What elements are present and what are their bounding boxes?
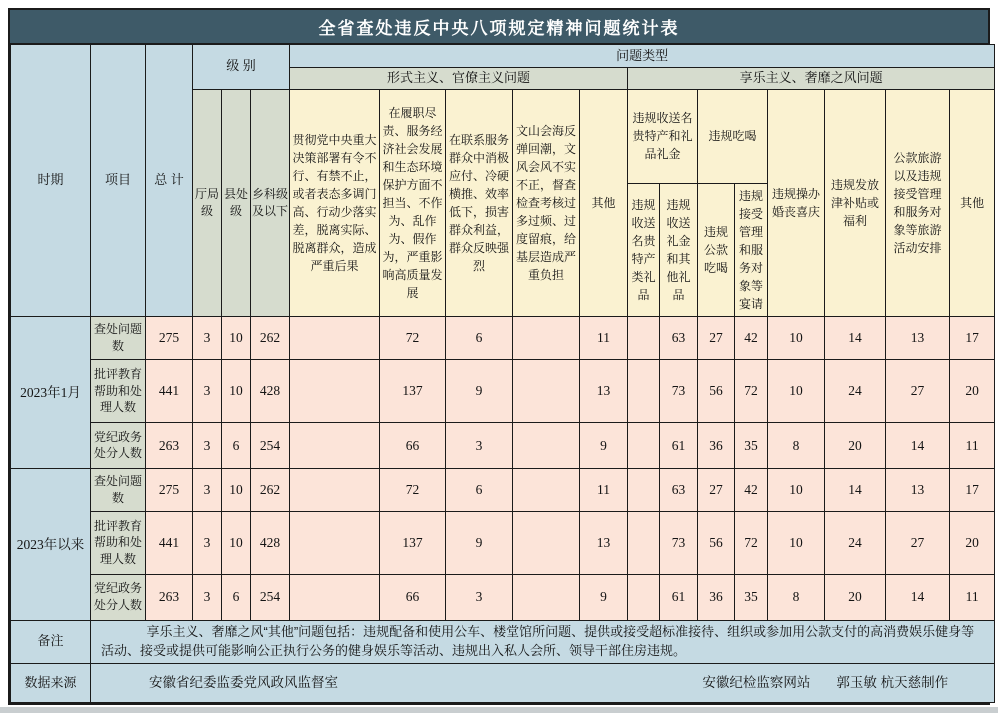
page-bottom-strip	[0, 707, 998, 713]
data-cell: 10	[222, 468, 251, 511]
data-cell: 35	[735, 574, 768, 620]
data-cell: 9	[580, 574, 628, 620]
data-cell	[628, 511, 660, 574]
data-cell: 13	[580, 359, 628, 422]
data-cell: 428	[251, 511, 290, 574]
header-formalism-col-other: 其他	[580, 89, 628, 316]
data-cell: 3	[193, 359, 222, 422]
data-cell: 6	[222, 574, 251, 620]
item-label: 党纪政务处分人数	[91, 423, 146, 469]
data-cell: 11	[950, 574, 995, 620]
data-cell	[628, 574, 660, 620]
data-cell: 13	[886, 468, 950, 511]
data-cell: 8	[768, 423, 825, 469]
data-cell: 14	[886, 574, 950, 620]
data-cell	[628, 359, 660, 422]
data-cell: 3	[446, 423, 513, 469]
data-cell	[513, 317, 580, 360]
data-cell: 27	[698, 317, 735, 360]
data-cell: 61	[660, 423, 698, 469]
data-cell: 63	[660, 468, 698, 511]
data-cell	[290, 423, 380, 469]
data-cell: 3	[446, 574, 513, 620]
data-cell: 9	[446, 359, 513, 422]
data-cell: 263	[146, 423, 193, 469]
header-problem-type: 问题类型	[290, 45, 995, 68]
data-cell: 73	[660, 511, 698, 574]
data-cell: 254	[251, 574, 290, 620]
source-org: 安徽省纪委监委党风政风监督室	[149, 675, 338, 691]
header-formalism-col-3: 在联系服务群众中消极应付、冷硬横推、效率低下，损害群众利益，群众反映强烈	[446, 89, 513, 316]
header-formalism-col-4: 文山会海反弹回潮，文风会风不实不正，督查检查考核过多过频、过度留痕，给基层造成严重负担	[513, 89, 580, 316]
data-cell	[290, 468, 380, 511]
header-hedonism-other: 其他	[950, 89, 995, 316]
remark-label: 备注	[11, 620, 91, 664]
data-cell	[513, 423, 580, 469]
data-cell: 3	[193, 423, 222, 469]
data-cell: 13	[580, 511, 628, 574]
data-cell: 72	[380, 317, 446, 360]
header-item: 项目	[91, 45, 146, 317]
data-cell: 10	[768, 468, 825, 511]
statistics-table	[10, 44, 995, 703]
header-level-county: 县处级	[222, 89, 251, 316]
data-cell: 10	[222, 511, 251, 574]
header-gift-specialty: 违规收送名贵特产类礼品	[628, 183, 660, 316]
header-gift-money: 违规收送礼金和其他礼品	[660, 183, 698, 316]
item-label: 查处问题数	[91, 468, 146, 511]
data-cell: 27	[886, 359, 950, 422]
header-total: 总 计	[146, 45, 193, 317]
period-cell: 2023年以来	[11, 468, 91, 620]
data-cell: 63	[660, 317, 698, 360]
source-label: 数据来源	[11, 664, 91, 703]
data-cell	[513, 359, 580, 422]
data-cell: 9	[446, 511, 513, 574]
data-cell: 10	[768, 317, 825, 360]
data-cell: 14	[825, 468, 886, 511]
data-cell	[513, 574, 580, 620]
data-cell: 42	[735, 468, 768, 511]
data-cell: 36	[698, 574, 735, 620]
data-cell: 275	[146, 317, 193, 360]
header-period: 时期	[11, 45, 91, 317]
data-cell: 11	[950, 423, 995, 469]
data-cell: 24	[825, 359, 886, 422]
header-formalism-col-1: 贯彻党中央重大决策部署有令不行、有禁不止，或者表态多调门高、行动少落实差，脱离实际、脱离群众，造成严重后果	[290, 89, 380, 316]
table-title: 全省查处违反中央八项规定精神问题统计表	[10, 10, 988, 44]
data-cell	[628, 468, 660, 511]
data-cell	[290, 511, 380, 574]
data-cell: 137	[380, 359, 446, 422]
data-cell: 13	[886, 317, 950, 360]
data-cell	[290, 317, 380, 360]
data-cell: 20	[825, 574, 886, 620]
data-cell	[290, 359, 380, 422]
data-cell: 72	[735, 511, 768, 574]
header-wedding-funeral: 违规操办婚丧喜庆	[768, 89, 825, 316]
data-cell: 10	[768, 511, 825, 574]
source-content	[91, 664, 995, 703]
data-cell: 17	[950, 317, 995, 360]
header-dining-group: 违规吃喝	[698, 89, 768, 183]
data-cell: 73	[660, 359, 698, 422]
data-cell	[513, 511, 580, 574]
data-cell: 56	[698, 359, 735, 422]
source-site: 安徽纪检监察网站	[702, 675, 811, 691]
data-cell: 14	[825, 317, 886, 360]
data-cell	[628, 317, 660, 360]
header-dining-public-funds: 违规公款吃喝	[698, 183, 735, 316]
data-cell: 254	[251, 423, 290, 469]
data-cell: 10	[768, 359, 825, 422]
data-cell: 10	[222, 359, 251, 422]
statistics-table-frame	[8, 8, 990, 705]
data-cell: 275	[146, 468, 193, 511]
data-cell: 20	[950, 359, 995, 422]
data-cell: 428	[251, 359, 290, 422]
item-label: 查处问题数	[91, 317, 146, 360]
data-cell: 3	[193, 574, 222, 620]
data-cell: 262	[251, 317, 290, 360]
data-cell: 24	[825, 511, 886, 574]
data-cell: 11	[580, 468, 628, 511]
data-cell: 9	[580, 423, 628, 469]
data-cell: 27	[886, 511, 950, 574]
item-label: 批评教育帮助和处理人数	[91, 359, 146, 422]
data-cell: 72	[735, 359, 768, 422]
data-cell: 72	[380, 468, 446, 511]
remark-text: 享乐主义、奢靡之风“其他”问题包括：违规配备和使用公车、楼堂馆所问题、提供或接受超标准接待、组织或参加用公款支付的高消费娱乐健身等活动、接受或提供可能影响公正执行公务的健身娱乐等活动、违规出入私人会所、领导干部住房违规。	[101, 624, 975, 658]
header-level-township: 乡科级及以下	[251, 89, 290, 316]
data-cell: 36	[698, 423, 735, 469]
data-cell: 441	[146, 511, 193, 574]
header-allowances: 违规发放津补贴或福利	[825, 89, 886, 316]
data-cell: 11	[580, 317, 628, 360]
data-cell: 10	[222, 317, 251, 360]
data-cell: 3	[193, 317, 222, 360]
data-cell: 137	[380, 511, 446, 574]
data-cell: 6	[446, 317, 513, 360]
data-cell: 35	[735, 423, 768, 469]
header-level: 级 别	[193, 45, 290, 90]
data-cell	[290, 574, 380, 620]
data-cell: 6	[446, 468, 513, 511]
data-cell: 66	[380, 423, 446, 469]
data-cell: 17	[950, 468, 995, 511]
data-cell: 3	[193, 511, 222, 574]
data-cell: 66	[380, 574, 446, 620]
data-cell: 27	[698, 468, 735, 511]
data-cell: 42	[735, 317, 768, 360]
header-gift-group: 违规收送名贵特产和礼品礼金	[628, 89, 698, 183]
data-cell: 3	[193, 468, 222, 511]
data-cell: 14	[886, 423, 950, 469]
header-level-dept: 厅局级	[193, 89, 222, 316]
data-cell: 263	[146, 574, 193, 620]
data-cell: 262	[251, 468, 290, 511]
period-cell: 2023年1月	[11, 317, 91, 469]
data-cell: 56	[698, 511, 735, 574]
data-cell	[628, 423, 660, 469]
data-cell: 6	[222, 423, 251, 469]
source-credit: 郭玉敏 杭天慈制作	[836, 675, 949, 691]
header-formalism-group: 形式主义、官僚主义问题	[290, 68, 628, 89]
data-cell	[513, 468, 580, 511]
data-cell: 61	[660, 574, 698, 620]
header-hedonism-group: 享乐主义、奢靡之风问题	[628, 68, 995, 89]
data-cell: 20	[825, 423, 886, 469]
header-public-travel: 公款旅游以及违规接受管理和服务对象等旅游活动安排	[886, 89, 950, 316]
item-label: 党纪政务处分人数	[91, 574, 146, 620]
data-cell: 441	[146, 359, 193, 422]
data-cell: 20	[950, 511, 995, 574]
data-cell: 8	[768, 574, 825, 620]
header-dining-banquet: 违规接受管理和服务对象等宴请	[735, 183, 768, 316]
header-formalism-col-2: 在履职尽责、服务经济社会发展和生态环境保护方面不担当、不作为、乱作为、假作为，严重影响高质量发展	[380, 89, 446, 316]
remark-content	[91, 620, 995, 664]
item-label: 批评教育帮助和处理人数	[91, 511, 146, 574]
